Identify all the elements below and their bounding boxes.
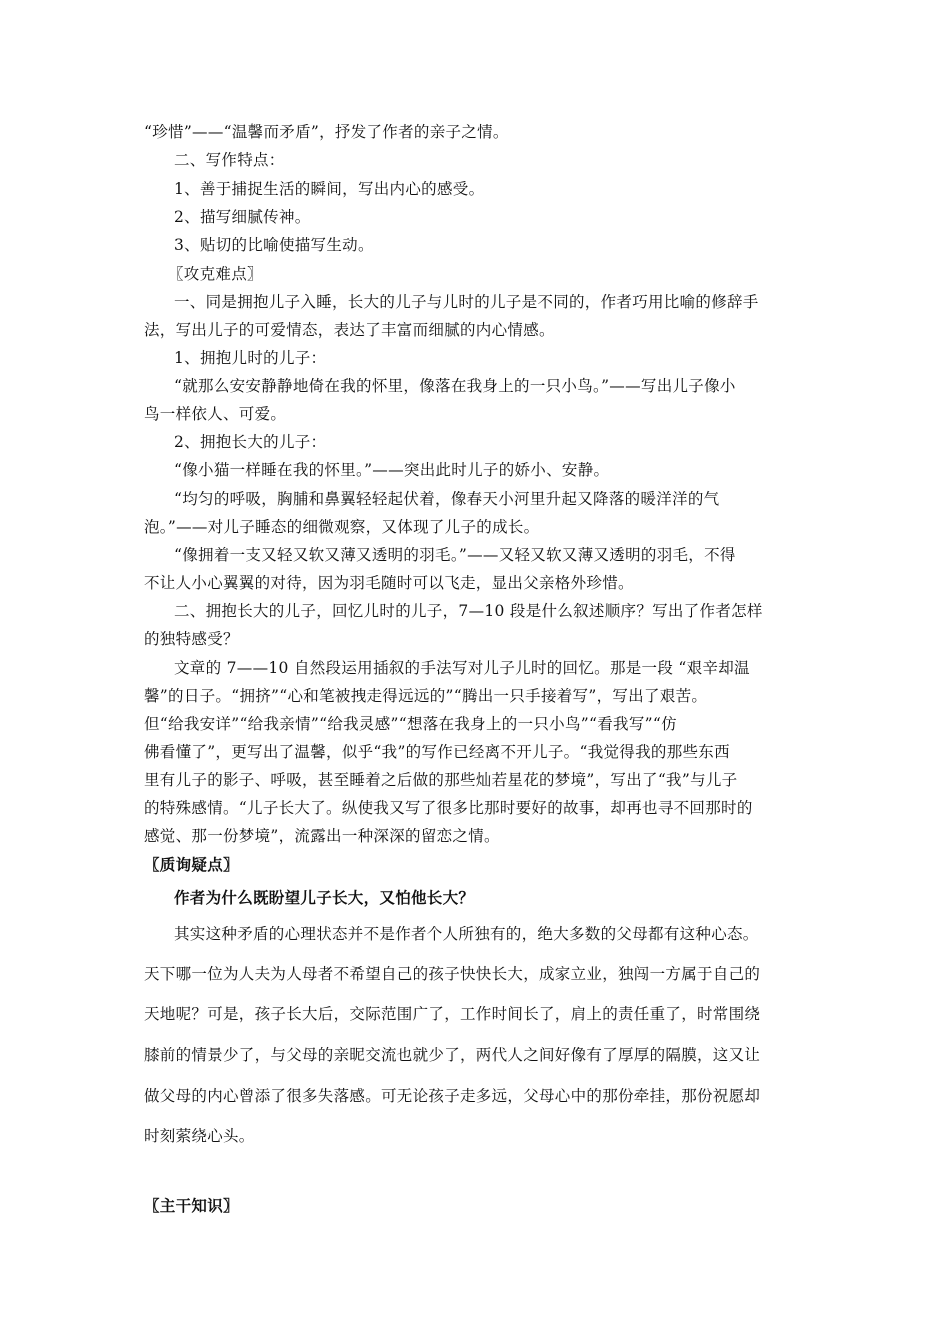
- text-line: “就那么安安静静地倚在我的怀里，像落在我身上的一只小鸟。”——写出儿子像小: [174, 377, 736, 395]
- text-line: 不让人小心翼翼的对待，因为羽毛随时可以飞走，显出父亲格外珍惜。: [144, 574, 634, 592]
- list-item: 3、贴切的比喻使描写生动。: [174, 236, 374, 254]
- text-line: 一、同是拥抱儿子入睡，长大的儿子与儿时的儿子是不同的，作者巧用比喻的修辞手: [174, 293, 759, 311]
- text-line: 其实这种矛盾的心理状态并不是作者个人所独有的，绝大多数的父母都有这种心态。: [174, 925, 759, 943]
- text-line: “像小猫一样睡在我的怀里。”——突出此时儿子的娇小、安静。: [174, 461, 610, 479]
- section-heading: 二、写作特点：: [174, 151, 285, 169]
- text-line: “像拥着一支又轻又软又薄又透明的羽毛。”——又轻又软又薄又透明的羽毛，不得: [174, 546, 736, 564]
- text-line: 的特殊感情。“儿子长大了。纵使我又写了很多比那时要好的故事，却再也寻不回那时的: [144, 799, 753, 817]
- question-heading: 作者为什么既盼望儿子长大，又怕他长大？: [174, 888, 475, 907]
- text-line: 天地呢？可是，孩子长大后，交际范围广了，工作时间长了，肩上的责任重了，时常围绕: [144, 1005, 761, 1023]
- text-line: 二、拥抱长大的儿子，回忆儿时的儿子，7—10 段是什么叙述顺序？写出了作者怎样: [174, 602, 763, 620]
- text-line: 里有儿子的影子、呼吸，甚至睡着之后做的那些灿若星花的梦境”，写出了“我”与儿子: [144, 771, 738, 789]
- text-line: 法，写出儿子的可爱情态，表达了丰富而细腻的内心情感。: [144, 321, 555, 339]
- text-line: 但“给我安详”“给我亲情”“给我灵感”“想落在我身上的一只小鸟”“看我写”“仿: [144, 715, 677, 733]
- text-line: “均匀的呼吸，胸脯和鼻翼轻轻起伏着，像春天小河里升起又降落的暖洋洋的气: [174, 490, 720, 508]
- text-line: 文章的 7——10 自然段运用插叙的手法写对儿子儿时的回忆。那是一段 “艰辛却温: [174, 659, 750, 677]
- text-line: 做父母的内心曾添了很多失落感。可无论孩子走多远，父母心中的那份牵挂，那份祝愿却: [144, 1087, 761, 1105]
- text-line: 天下哪一位为人夫为人母者不希望自己的孩子快快长大，成家立业，独闯一方属于自己的: [144, 965, 761, 983]
- list-item: 2、描写细腻传神。: [174, 208, 311, 226]
- text-line: 馨”的日子。“拥挤”“心和笔被拽走得远远的”“腾出一只手接着写”，写出了艰苦。: [144, 687, 708, 705]
- text-line: 感觉、那一份梦境”，流露出一种深深的留恋之情。: [144, 827, 500, 845]
- text-line: 佛看懂了”，更写出了温馨，似乎“我”的写作已经离不开儿子。“我觉得我的那些东西: [144, 743, 730, 761]
- section-heading: 〖质询疑点〗: [144, 855, 239, 874]
- text-line: 泡。”——对儿子睡态的细微观察，又体现了儿子的成长。: [144, 518, 540, 536]
- list-item: 2、拥抱长大的儿子：: [174, 433, 327, 451]
- text-line: 膝前的情景少了，与父母的亲昵交流也就少了，两代人之间好像有了厚厚的隔膜，这又让: [144, 1046, 761, 1064]
- text-line: “珍惜”——“温馨而矛盾”，抒发了作者的亲子之情。: [144, 123, 509, 141]
- text-line: 的独特感受？: [144, 630, 239, 648]
- section-heading: 〖主干知识〗: [144, 1196, 239, 1215]
- text-line: 鸟一样依人、可爱。: [144, 405, 287, 423]
- section-heading: 〖攻克难点〗: [168, 265, 263, 283]
- text-line: 时刻萦绕心头。: [144, 1127, 255, 1145]
- list-item: 1、善于捕捉生活的瞬间，写出内心的感受。: [174, 180, 485, 198]
- list-item: 1、拥抱儿时的儿子：: [174, 349, 327, 367]
